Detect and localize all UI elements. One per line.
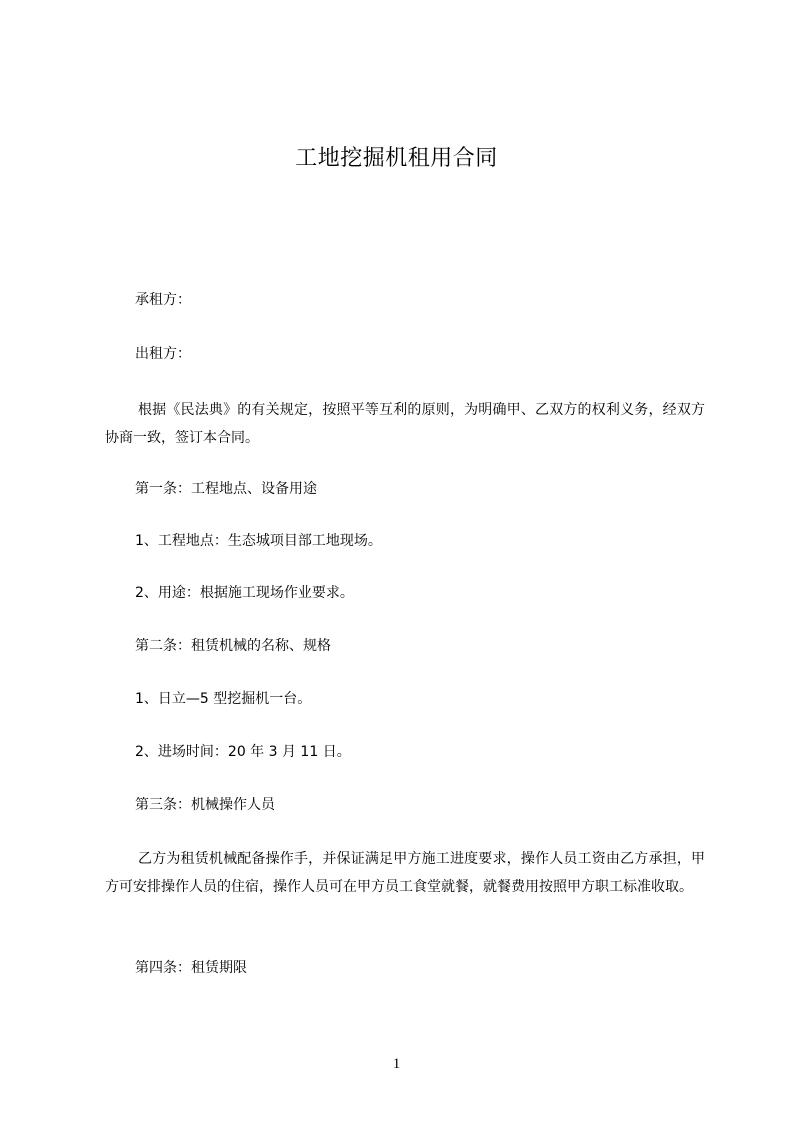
- article1-item2: 2、用途：根据施工现场作业要求。: [135, 585, 354, 601]
- document-title: 工地挖掘机租用合同: [295, 146, 498, 171]
- article1-item1: 1、工程地点：生态城项目部工地现场。: [135, 533, 382, 549]
- page-number: 1: [392, 1056, 401, 1072]
- article2-item1: 1、日立—5 型挖掘机一台。: [135, 691, 312, 707]
- intro-paragraph: 根据《民法典》的有关规定，按照平等互利的原则，为明确甲、乙双方的权利义务，经双方协商一致，签订本合同。: [105, 402, 705, 446]
- article1-heading: 第一条：工程地点、设备用途: [135, 481, 317, 497]
- article4-heading: 第四条：租赁期限: [135, 960, 247, 976]
- article3-heading: 第三条：机械操作人员: [135, 797, 275, 813]
- lessee-label: 承租方：: [135, 292, 191, 308]
- article3-paragraph: 乙方为租赁机械配备操作手，并保证满足甲方施工进度要求，操作人员工资由乙方承担，甲方可安排操作人员的住宿，操作人员可在甲方员工食堂就餐，就餐费用按照甲方职工标准收取。: [105, 851, 705, 895]
- article2-heading: 第二条：租赁机械的名称、规格: [135, 638, 331, 654]
- lessor-label: 出租方：: [135, 346, 191, 362]
- article2-item2: 2、进场时间：20 年 3 月 11 日。: [135, 744, 351, 760]
